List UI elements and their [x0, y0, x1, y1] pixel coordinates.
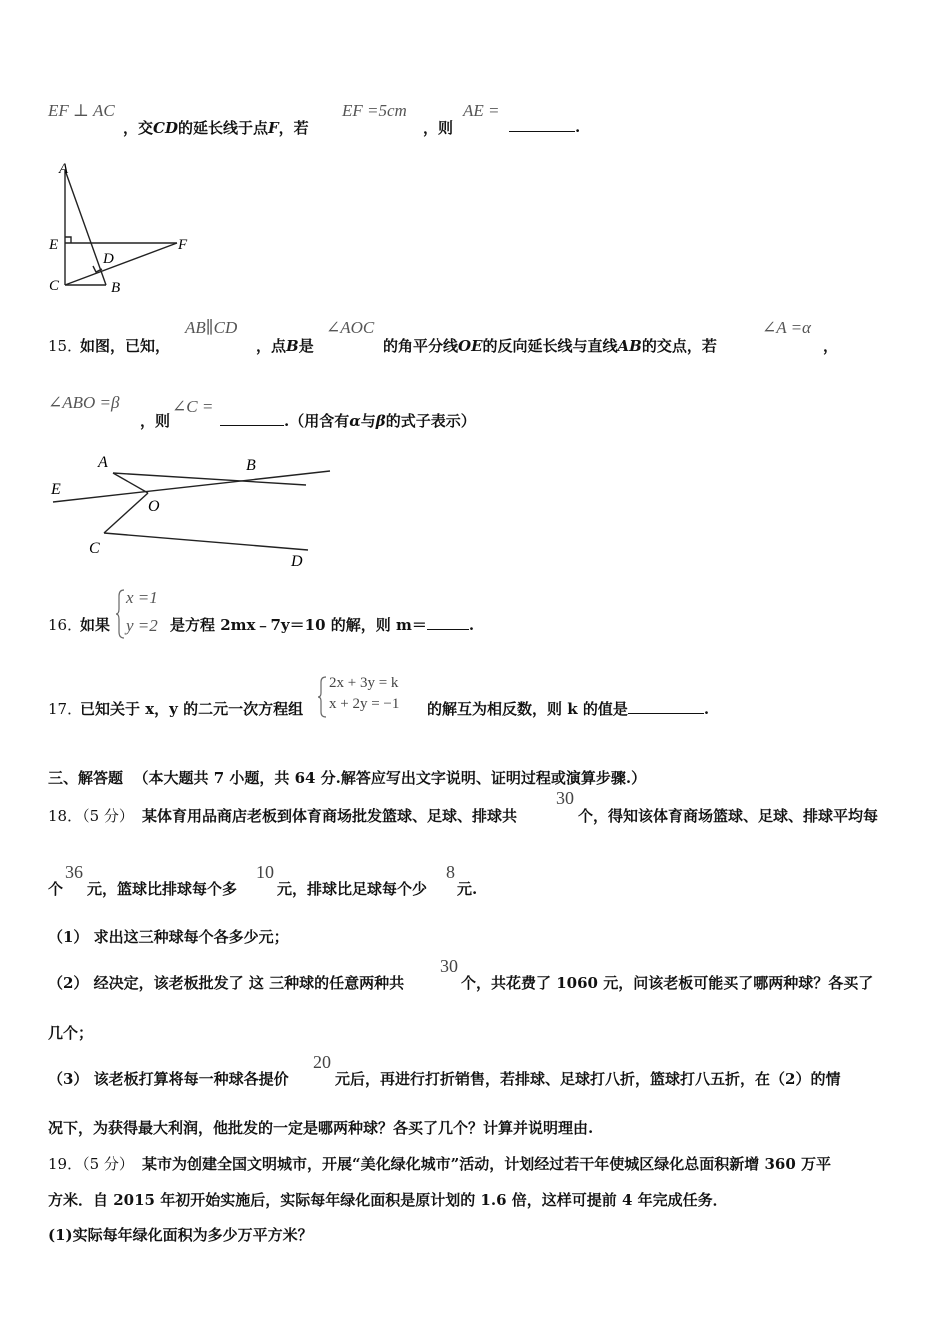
q17-number: 17．: [48, 700, 83, 718]
math-angle-abo-beta: [48, 393, 119, 413]
line-oc: [104, 493, 148, 533]
blank[interactable]: [509, 117, 575, 132]
q15-comma: ，: [823, 337, 839, 355]
figure-triangle: [40, 155, 210, 305]
math: EF =5cm: [342, 101, 407, 120]
q18-part-3a: （3） 该老板打算将每一种球各提价: [48, 1070, 289, 1088]
q16-system: [116, 588, 168, 640]
left-brace-icon: [318, 675, 328, 719]
q18-line-1b: 个，得知该体育商场篮球、足球、排球平均每: [578, 807, 879, 825]
line-cf: [65, 243, 177, 285]
math-angle-a-alpha: [762, 318, 811, 338]
points: （5 分）: [82, 807, 134, 825]
line-ab: [65, 170, 106, 285]
text: 的反向延长线与直线: [482, 337, 618, 355]
label-d: D: [103, 251, 114, 267]
label-f: F: [178, 237, 188, 253]
text: 的解互为相反数，则 k 的值是: [427, 700, 628, 718]
equation-2: y =2: [126, 616, 158, 635]
text: ，交: [123, 119, 154, 137]
symbol-beta: β: [375, 412, 386, 430]
num-30b: 30: [440, 956, 458, 976]
q19-number: [48, 1153, 134, 1174]
num-10: 10: [256, 862, 274, 882]
right-angle-e: [65, 237, 71, 243]
text: 的延长线于点: [177, 119, 268, 137]
section-title: 三、解答题: [48, 769, 124, 787]
q15-text-1: 如图，已知，: [80, 337, 171, 355]
q18-line-2c: 元，排球比足球每个少: [277, 880, 428, 898]
label-a: A: [59, 161, 69, 177]
q15-answer-line: [220, 410, 476, 431]
math: ∠ABO =β: [48, 393, 120, 412]
q15-text-3: [383, 335, 717, 356]
q15-answer-blank[interactable]: [220, 411, 284, 426]
math: ∠AOC: [326, 318, 375, 337]
q14-then: ，则: [423, 119, 454, 137]
label-a: A: [98, 454, 108, 471]
label-cd: CD: [153, 119, 178, 137]
num-20: 20: [313, 1052, 331, 1072]
symbol-alpha: α: [349, 412, 361, 430]
label-oe: OE: [458, 337, 483, 355]
left-brace-icon: [116, 588, 126, 640]
q18-line-2b: 元，篮球比排球每个多: [87, 880, 238, 898]
math-ab-parallel-cd: [185, 318, 237, 338]
q18-number: [48, 805, 134, 826]
q17-system: [318, 675, 428, 719]
label-b: B: [246, 457, 256, 474]
text: .: [468, 616, 475, 634]
q14-line: [48, 101, 115, 121]
q16-number: 16．: [48, 616, 83, 634]
q14-text: [123, 117, 309, 138]
label-b: B: [286, 337, 299, 355]
label-e: E: [51, 481, 61, 498]
label-ab: AB: [617, 337, 642, 355]
label-d: D: [291, 553, 303, 570]
label-c: C: [89, 540, 100, 557]
q15-then: ，则: [140, 412, 171, 430]
math: AE =: [463, 101, 500, 120]
figure-parallel-lines: [40, 450, 340, 575]
q14-answer-blank[interactable]: [509, 117, 580, 136]
equation-2: x + 2y = −1: [329, 696, 400, 712]
num-30: 30: [556, 788, 574, 808]
math-ef-5cm: [342, 101, 407, 121]
q18-part-3b: 元后，再进行打折销售，若排球、足球打八折，篮球打八五折，在（2）的情: [335, 1070, 841, 1088]
text: 18．: [48, 807, 83, 825]
num-36: 36: [65, 862, 83, 882]
math-angle-aoc: [326, 318, 374, 338]
q19-line-1: 某市为创建全国文明城市，开展“美化绿化城市”活动，计划经过若干年使城区绿化总面积新增 360 万平: [142, 1155, 832, 1173]
q16-answer-blank[interactable]: [427, 615, 469, 630]
q15-text-2: [256, 335, 314, 356]
math-angle-c: [172, 397, 213, 417]
q18-part-2b: 个，共花费了 1060 元，问该老板可能买了哪两种球？各买了: [461, 974, 874, 992]
label-e: E: [49, 237, 59, 253]
text: .: [703, 700, 710, 718]
line-ao: [113, 473, 148, 493]
math-ef-perp-ac: EF ⊥ AC: [48, 101, 115, 120]
q18-part-1: （1） 求出这三种球每个各多少元；: [48, 928, 289, 946]
text: 19．: [48, 1155, 83, 1173]
text: 的角平分线: [383, 337, 459, 355]
equation-1: 2x + 3y = k: [329, 675, 399, 691]
q16-text-1: 如果: [80, 616, 111, 634]
text: ，若: [278, 119, 309, 137]
section-note: （本大题共 7 小题，共 64 分.解答应写出文字说明、证明过程或演算步骤.）: [133, 769, 647, 787]
q18-part-2a: （2） 经决定，该老板批发了 这 三种球的任意两种共: [48, 974, 405, 992]
q19-line-2: 方米．自 2015 年初开始实施后，实际每年绿化面积是原计划的 1.6 倍，这样可提前 4 年完成任务．: [48, 1191, 728, 1209]
q18-line-1: 某体育用品商店老板到体育商场批发篮球、足球、排球共: [142, 807, 518, 825]
q15-number: 15．: [48, 337, 83, 355]
text: 的交点，若: [641, 337, 717, 355]
q18-line-2d: 元.: [457, 880, 478, 898]
q17-text-2: [427, 698, 709, 719]
math-ae: [463, 101, 500, 121]
math: ∠C =: [172, 397, 214, 416]
line-eb: [53, 471, 330, 502]
label-b: B: [111, 280, 121, 296]
text: 的式子表示）: [385, 412, 476, 430]
q18-part-3c: 况下，为获得最大利润，他批发的一定是哪两种球？各买了几个？计算并说明理由.: [48, 1119, 594, 1137]
text: 与: [360, 412, 376, 430]
num-8: 8: [446, 862, 455, 882]
label-o: O: [148, 498, 160, 515]
q17-answer-blank[interactable]: [628, 699, 704, 714]
math: ∠A =α: [762, 318, 811, 337]
q17-text-1: 已知关于 x，y 的二元一次方程组: [80, 700, 304, 718]
label-c: C: [49, 278, 60, 294]
text: 是方程 2mx﹣7y＝10 的解，则 m＝: [170, 616, 427, 634]
q18-part-2c: 几个；: [48, 1024, 94, 1042]
label-f: F: [267, 119, 279, 137]
section-3-heading: [48, 767, 646, 788]
line-cd: [104, 533, 308, 550]
text: .（用含有: [284, 412, 350, 430]
text: 是: [298, 337, 314, 355]
q16-text-2: [170, 614, 474, 635]
points: （5 分）: [82, 1155, 134, 1173]
math: AB∥CD: [185, 318, 238, 337]
q18-line-2a: 个: [48, 880, 64, 898]
line-ab: [113, 473, 306, 485]
text: .: [575, 118, 581, 136]
q19-part-1: (1)实际每年绿化面积为多少万平方米？: [48, 1226, 313, 1244]
equation-1: x =1: [126, 588, 158, 607]
text: ，点: [256, 337, 287, 355]
